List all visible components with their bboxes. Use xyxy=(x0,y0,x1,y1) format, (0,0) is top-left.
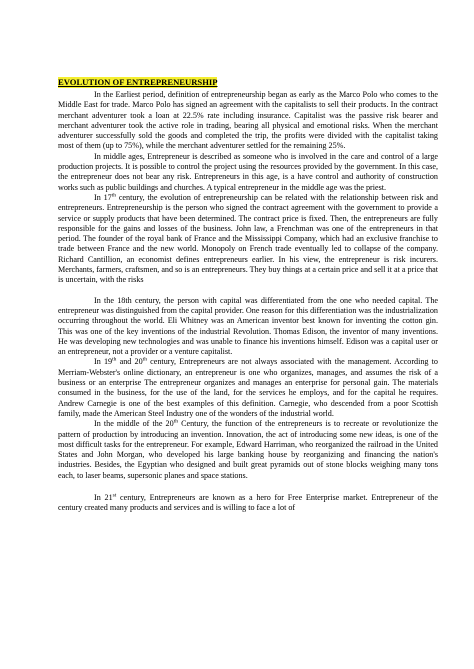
paragraph-21st-century xyxy=(58,493,438,514)
p6-lead: In the middle of the 20 xyxy=(94,419,174,429)
paragraph-19th-20th-century xyxy=(58,357,438,419)
paragraph-middle-ages: In middle ages, Entrepreneur is described as someone who is involved in the care and control of a large production projects. It is possible to control the project using the resources provided by the government. In this case, the entrepreneur does not bear any risk. Entrepreneurs in this age, is a have control and authority of construction works such as public buildings and churches. A typical entrepreneur in the middle age was the priest. xyxy=(58,151,438,192)
p6-body: Century, the function of the entrepreneurs is to recreate or revolutionize the pattern of production by introducing an invention. Innovation, the act of introducing some new ideas, is one of the most difficult tasks for the entrepreneur. For example, Edward Harriman, who reorganized the railroad in the United States and John Morgan, who developed his large banking house by reorganizing and financing the nation's industries. Besides, the Egyptian who designed and built great pyramids out of stone blocks weighing many tons each, to laser beams, supersonic planes and space stations. xyxy=(58,419,438,480)
p5-lead: In 19 xyxy=(94,357,113,367)
p5-superscript-1: th xyxy=(112,356,117,363)
paragraph-mid-20th-century xyxy=(58,419,438,481)
p5-mid: and 20 xyxy=(116,357,143,367)
document-title: EVOLUTION OF ENTREPRENEURSHIP xyxy=(58,77,218,87)
p3-lead: In 17 xyxy=(94,192,112,202)
p7-body: century, Entrepreneurs are known as a hero for Free Enterprise market. Entrepreneur of the century created many products and services and is willing to face a lot of xyxy=(58,492,438,513)
p3-body: century, the evolution of entrepreneurship can be related with the relationship between risk and entrepreneurs. Entrepreneurship is the person who signed the contract agreement with the government to provide a service or supply products that have been determined. The contract price is fixed. Then, the entrepreneurs are fully responsible for the gains and losses of the business. John law, a Frenchman was one of the entrepreneurs in that period. The founder of the royal bank of France and the Mississippi Company, which had an exclusive franchise to trade between France and the new world. Monopoly on French trade eventually led to collapse of the company. Richard Cantillion, an economist defines entrepreneurs earlier. In his view, the entrepreneur is risk incurers. Merchants, farmers, craftsmen, and so is an entrepreneurs. They buy things at a certain price and sell it at a price that is uncertain, with the risks xyxy=(58,192,439,285)
spacer xyxy=(58,481,438,493)
p5-body: century, Entrepreneurs are not always associated with the management. According to Merriam-Webster's online dictionary, an entrepreneur is one who organizes, manages, and assumes the risk of a business or an enterprise The entrepreneur organizes and manages an enterprise for personal gain. The materials consumed in the business, for the use of the land, for the services he employs, and for the capital he requires. Andrew Carnegie is one of the best examples of this definition. Carnegie, who descended from a poor Scottish family, made the American Steel Industry one of the wonders of the industrial world. xyxy=(58,357,438,418)
p6-superscript: th xyxy=(173,418,178,425)
p5-superscript-2: th xyxy=(142,356,147,363)
p7-lead: In 21 xyxy=(94,492,113,502)
paragraph-earliest-period: In the Earliest period, definition of entrepreneurship began as early as the Marco Polo who comes to the Middle East for trade. Marco Polo has signed an agreement with the capitalists to sell their products. In the contract merchant adventurer took a loan at 22.5% rate including insurance. Capitalist was the passive risk bearer and merchant adventurer took the active role in trading, bearing all physical and emotional risks. When the merchant adventurer successfully sold the goods and completed the trip, the profits were divided with the capitalist taking most of them (up to 75%), while the merchant adventurer settled for the remaining 25%. xyxy=(58,90,438,151)
paragraph-17th-century xyxy=(58,193,438,286)
spacer xyxy=(58,286,438,296)
p3-superscript: th xyxy=(111,192,116,199)
paragraph-18th-century: In the 18th century, the person with capital was differentiated from the one who needed capital. The entrepreneur was distinguished from the capital provider. One reason for this differentiation was the industrialization occurring throughout the world. Eli Whitney was an American inventor best known for inventing the cotton gin. This was one of the key inventions of the industrial Revolution. Thomas Edison, the inventor of many inventions. He was developing new technologies and was unable to finance his inventions himself. Edison was a capital user or an entrepreneur, not a provider or a venture capitalist. xyxy=(58,295,438,357)
p7-superscript: st xyxy=(112,492,117,499)
